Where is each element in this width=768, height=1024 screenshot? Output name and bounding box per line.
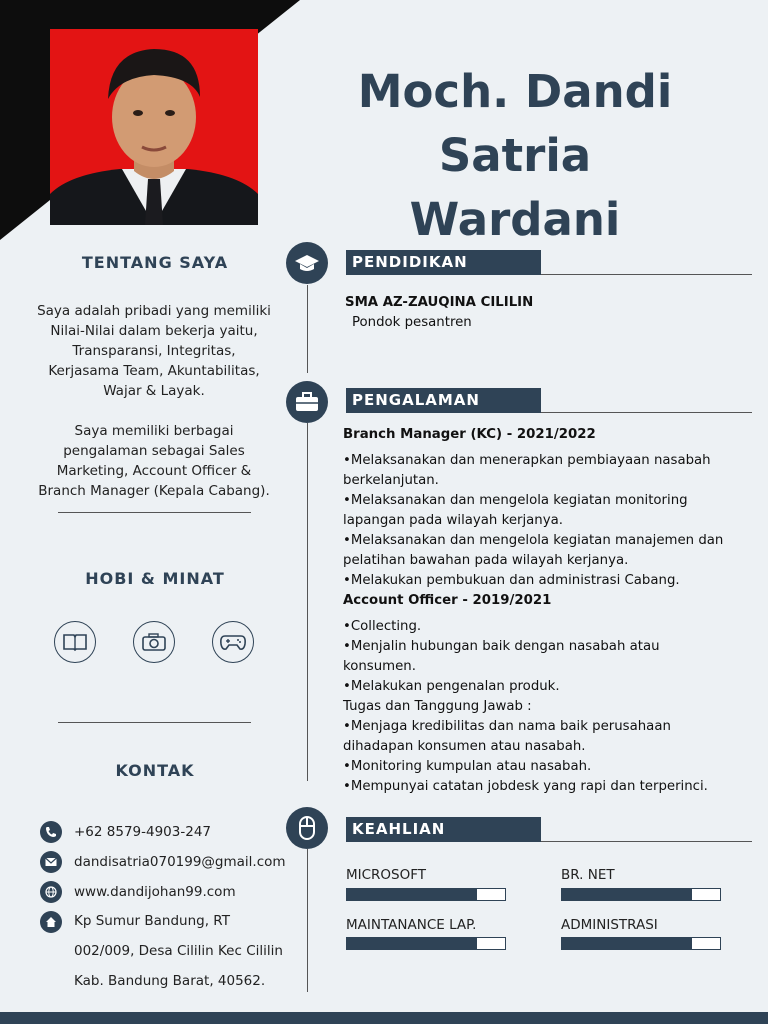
timeline-line xyxy=(307,285,308,373)
divider xyxy=(58,722,251,723)
job-line: dihadapan konsumen atau nasabah. xyxy=(343,739,586,754)
about-line: Nilai-Nilai dalam bekerja yaitu, xyxy=(50,323,258,339)
job-heading: Account Officer - 2019/2021 xyxy=(343,593,552,608)
job-line: •Melaksanakan dan mengelola kegiatan monitoring xyxy=(343,493,688,508)
job-line: •Collecting. xyxy=(343,619,422,634)
contact-phone xyxy=(40,821,300,851)
skill-bar xyxy=(561,888,721,901)
profile-photo xyxy=(50,29,258,225)
email-text[interactable]: dandisatria070199@gmail.com xyxy=(74,854,286,870)
skill-label: BR. NET xyxy=(561,867,615,883)
gamepad-icon xyxy=(212,621,254,663)
skill-bar xyxy=(346,937,506,950)
website-text[interactable]: www.dandijohan99.com xyxy=(74,884,236,900)
divider xyxy=(58,512,251,513)
skill-bar xyxy=(561,937,721,950)
timeline-line xyxy=(307,849,308,992)
section-rule xyxy=(541,841,752,842)
job-line: konsumen. xyxy=(343,659,416,674)
job-line: Tugas dan Tanggung Jawab : xyxy=(343,699,532,714)
about-line: pengalaman sebagai Sales xyxy=(63,443,245,459)
contact-list xyxy=(40,821,300,996)
address-line: Kab. Bandung Barat, 40562. xyxy=(74,973,266,989)
section-rule xyxy=(541,274,752,275)
job-line: •Melaksanakan dan menerapkan pembiayaan nasabah xyxy=(343,453,711,468)
job-line: •Melakukan pembukuan dan administrasi Cabang. xyxy=(343,573,680,588)
timeline-line xyxy=(307,423,308,781)
about-line: Marketing, Account Officer & xyxy=(56,463,252,479)
job-line: pelatihan bawahan pada wilayah kerjanya. xyxy=(343,553,629,568)
skill-label: ADMINISTRASI xyxy=(561,917,658,933)
home-icon xyxy=(40,911,62,933)
about-line: Kerjasama Team, Akuntabilitas, xyxy=(48,363,260,379)
email-icon xyxy=(40,851,62,873)
skill-bar xyxy=(346,888,506,901)
section-rule xyxy=(541,412,752,413)
experience-entries xyxy=(343,425,743,797)
address-text xyxy=(74,906,283,996)
job-line: berkelanjutan. xyxy=(343,473,439,488)
school-detail: Pondok pesantren xyxy=(352,315,472,330)
job-line: •Monitoring kumpulan atau nasabah. xyxy=(343,759,592,774)
camera-icon xyxy=(133,621,175,663)
contact-email xyxy=(40,851,300,881)
about-line: Saya adalah pribadi yang memiliki xyxy=(37,303,271,319)
name-line-2: Satria Wardani xyxy=(409,129,621,246)
job-line: •Melaksanakan dan mengelola kegiatan manajemen dan xyxy=(343,533,724,548)
job-line: •Melakukan pengenalan produk. xyxy=(343,679,560,694)
about-paragraph-2 xyxy=(28,421,280,501)
skill-fill xyxy=(347,938,477,949)
full-name xyxy=(330,60,700,252)
school-name: SMA AZ-ZAUQINA CILILIN xyxy=(345,295,534,310)
experience-title: PENGALAMAN xyxy=(346,388,541,413)
education-entry xyxy=(345,293,745,333)
globe-icon xyxy=(40,881,62,903)
address-line: 002/009, Desa Cililin Kec Cililin xyxy=(74,943,283,959)
skills-title: KEAHLIAN xyxy=(346,817,541,842)
job-line: lapangan pada wilayah kerjanya. xyxy=(343,513,563,528)
name-line-1: Moch. Dandi xyxy=(357,65,673,118)
skill-label: MAINTANANCE LAP. xyxy=(346,917,477,933)
contact-title: KONTAK xyxy=(115,761,195,780)
footer-bar xyxy=(0,1012,768,1024)
phone-icon xyxy=(40,821,62,843)
about-line: Saya memiliki berbagai xyxy=(74,423,234,439)
skill-fill xyxy=(562,889,692,900)
job-heading: Branch Manager (KC) - 2021/2022 xyxy=(343,427,596,442)
about-title: TENTANG SAYA xyxy=(81,253,229,272)
skill-fill xyxy=(347,889,477,900)
about-paragraph-1 xyxy=(28,301,280,401)
about-line: Wajar & Layak. xyxy=(103,383,205,399)
phone-text[interactable]: +62 8579-4903-247 xyxy=(74,824,212,840)
skill-label: MICROSOFT xyxy=(346,867,427,883)
address-line: Kp Sumur Bandung, RT xyxy=(74,913,230,929)
briefcase-icon xyxy=(286,381,328,423)
job-line: •Mempunyai catatan jobdesk yang rapi dan terperinci. xyxy=(343,779,708,794)
job-line: •Menjaga kredibilitas dan nama baik perusahaan xyxy=(343,719,671,734)
graduation-cap-icon xyxy=(286,242,328,284)
contact-address xyxy=(40,911,300,996)
job-line: •Menjalin hubungan baik dengan nasabah atau xyxy=(343,639,660,654)
education-title: PENDIDIKAN xyxy=(346,250,541,275)
skill-fill xyxy=(562,938,692,949)
about-line: Transparansi, Integritas, xyxy=(72,343,236,359)
hobbies-title: HOBI & MINAT xyxy=(85,569,225,588)
book-icon xyxy=(54,621,96,663)
about-line: Branch Manager (Kepala Cabang). xyxy=(38,483,270,499)
mouse-icon xyxy=(286,807,328,849)
